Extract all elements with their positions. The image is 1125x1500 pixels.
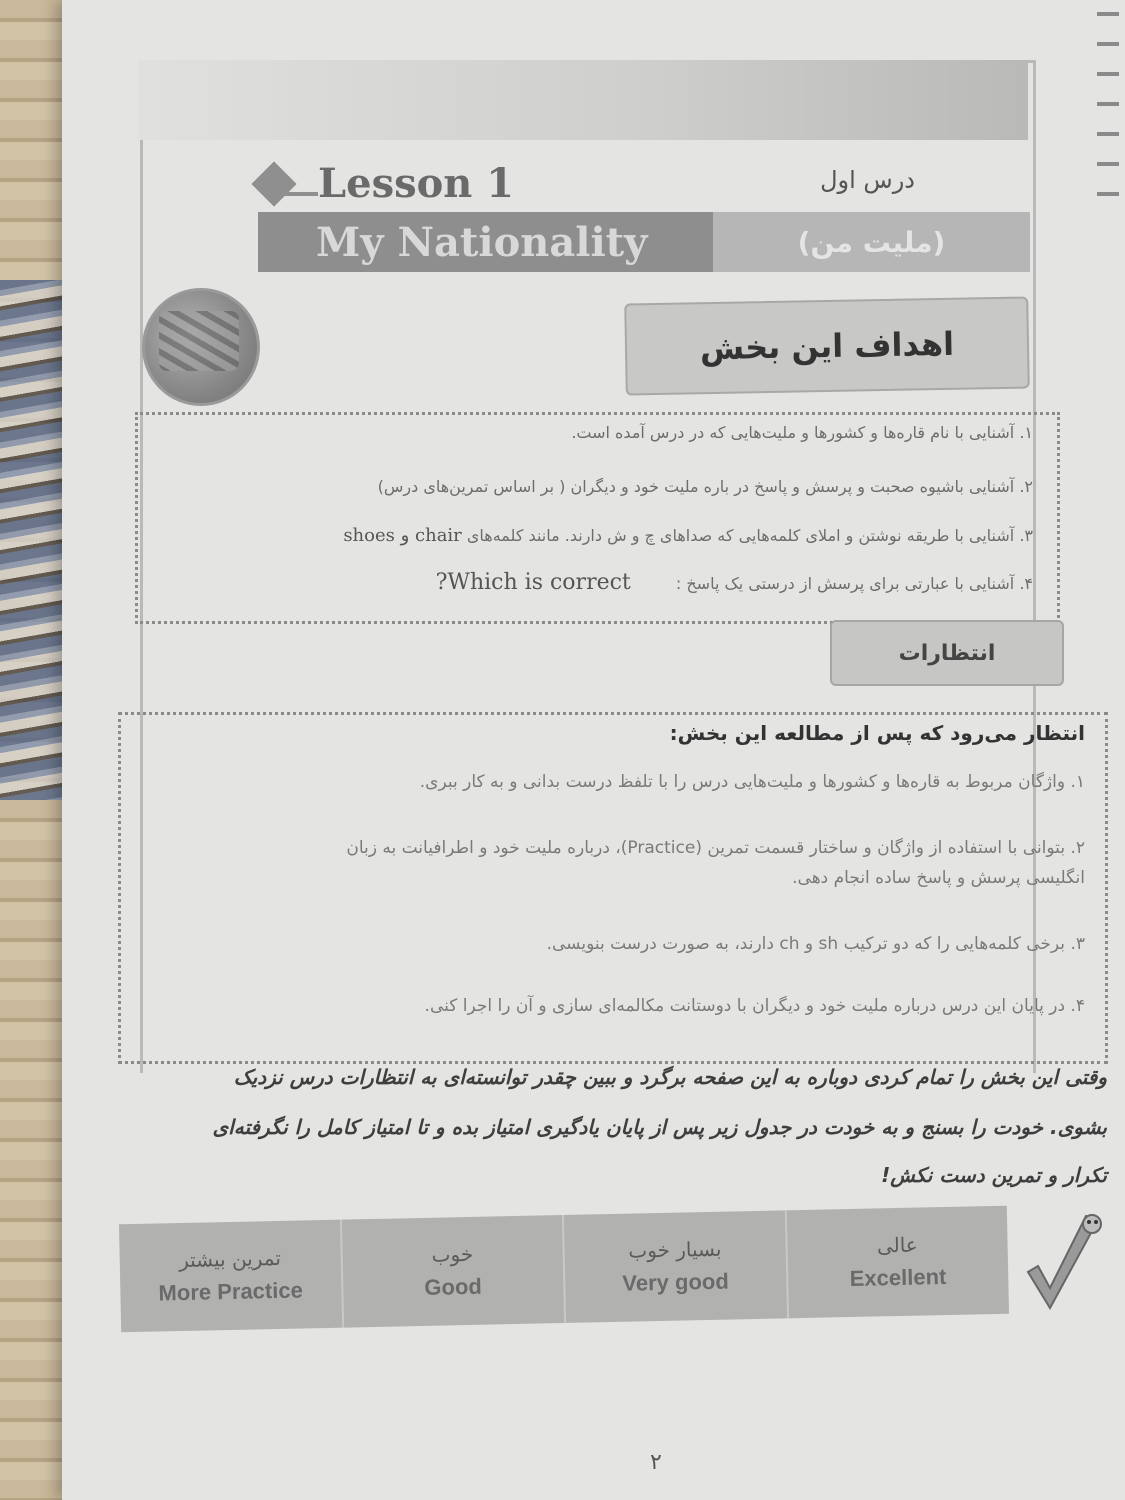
rating-cell-more-practice[interactable]: تمرین بیشتر More Practice (158, 1245, 304, 1306)
lesson-label: Lesson 1 (318, 160, 515, 207)
expectation-item: ۲. بتوانی با استفاده از واژگان و ساختار قسمت تمرین (Practice)، درباره ملیت خود و اطرافیانت به زبان انگلیسی پرسش و پاسخ ساده انجام دهی. (346, 838, 1085, 888)
objective-item: ۱. آشنایی با نام قاره‌ها و کشورها و ملیت‌هایی که در درس آمده است. (571, 423, 1033, 442)
globe-icon (142, 288, 260, 406)
expectations-heading: انتظارات (830, 620, 1064, 686)
lesson-label-fa: درس اول (820, 166, 915, 194)
objectives-heading: اهداف این بخش (624, 296, 1030, 395)
expectation-item: ۳. برخی کلمه‌هایی را که دو ترکیب sh و ch دارند، به صورت درست بنویسی. (546, 934, 1085, 954)
instruction-line: بشوی. خودت را بسنج و به خودت در جدول زیر پس از پایان یادگیری امتیاز بده و تا امتیاز کامل را نگرفته‌ای (212, 1115, 1107, 1139)
checkmark-mascot-icon (1020, 1210, 1105, 1320)
lesson-title: My Nationality (316, 218, 648, 266)
objectives-box (135, 412, 1060, 624)
objective-item: ۳. آشنایی با طریقه نوشتن و املای کلمه‌هایی که صداهای چ و ش دارند. مانند کلمه‌های chair و shoes (343, 525, 1033, 546)
rating-cell-excellent[interactable]: عالی Excellent (784, 1206, 1009, 1319)
lesson-title-fa: (ملیت من) (713, 212, 1030, 272)
page-number: ۲ (650, 1450, 662, 1475)
expectation-item: ۴. در پایان این درس درباره ملیت خود و دیگران با دوستانت مکالمه‌ای سازی و آن را اجرا کنی. (424, 996, 1085, 1016)
lesson-rule (268, 192, 318, 196)
self-rating-table (119, 1206, 1009, 1333)
lesson-title-bar (258, 212, 1030, 272)
rating-cell-good[interactable]: خوب Good (339, 1215, 564, 1328)
instruction-line: وقتی این بخش را تمام کردی دوباره به این صفحه برگرد و ببین چقدر توانسته‌ای به انتظارات درس نزدیک (233, 1065, 1107, 1089)
spiral-binding (1097, 0, 1119, 220)
expectation-item: ۱. واژگان مربوط به قاره‌ها و کشورها و ملیت‌هایی درس را با تلفظ درست بدانی و به کار ببری. (419, 772, 1085, 792)
header-band (138, 60, 1028, 140)
expectations-intro: انتظار می‌رود که پس از مطالعه این بخش: (669, 721, 1085, 745)
objective-item: ۴. آشنایی با عبارتی برای پرسش از درستی یک پاسخ : Which is correct? (435, 570, 1033, 595)
rating-cell-very-good[interactable]: بسیار خوب Very good (562, 1210, 787, 1323)
objective-item: ۲. آشنایی باشیوه صحبت و پرسش و پاسخ در باره ملیت خود و دیگران ( بر اساس تمرین‌های درس) (377, 477, 1033, 496)
expectations-box (118, 712, 1108, 1064)
instruction-line: تکرار و تمرین دست نکش! (881, 1163, 1107, 1187)
